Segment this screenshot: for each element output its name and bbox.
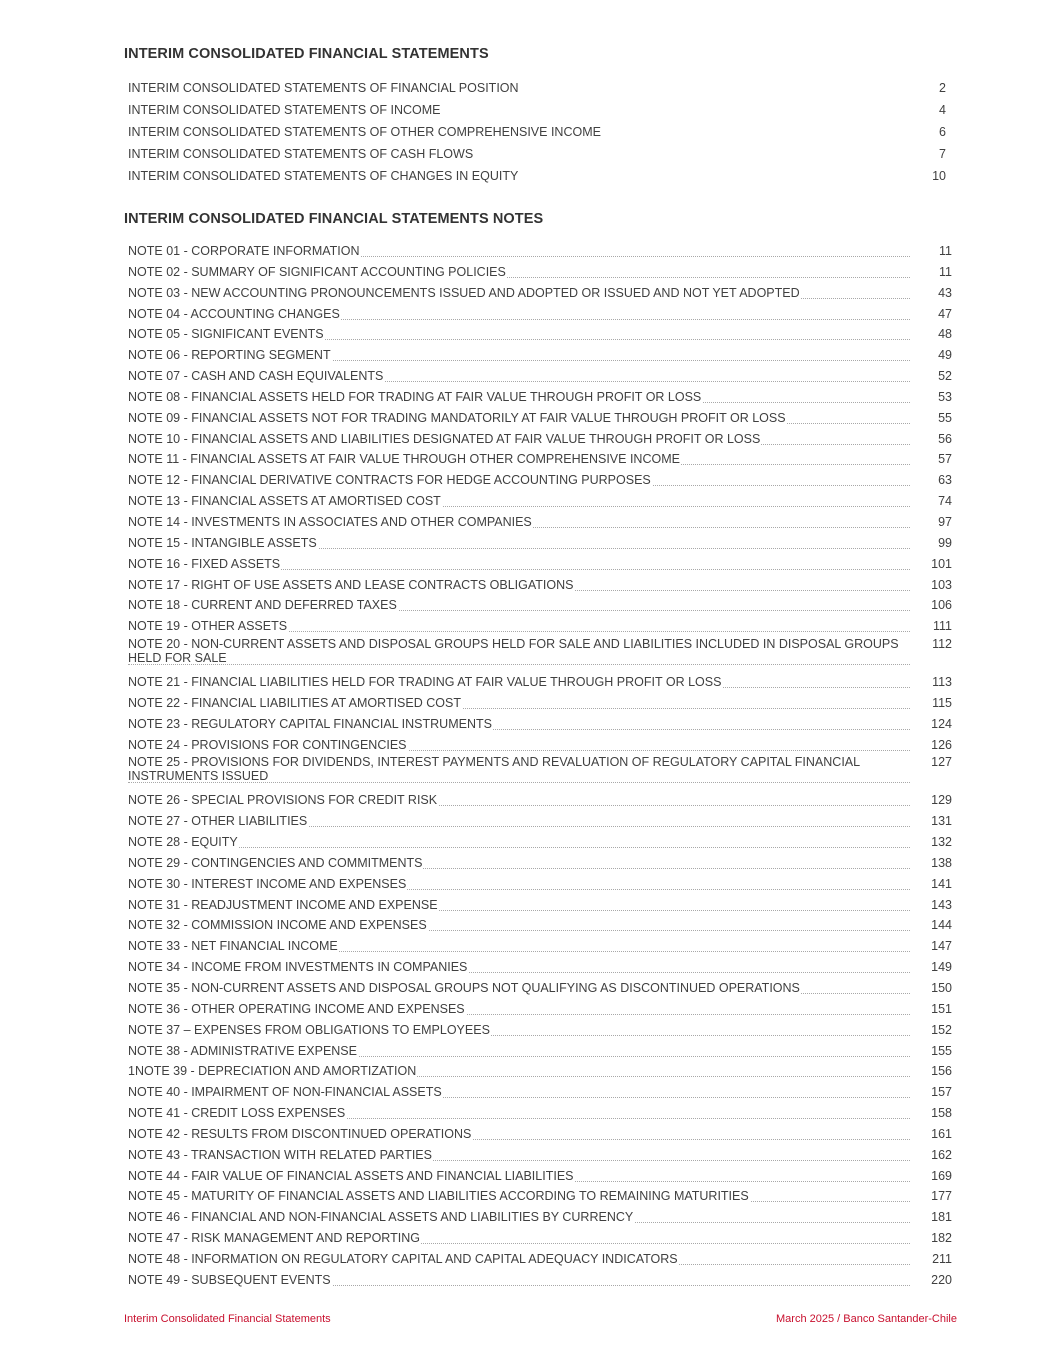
dot-leader	[128, 637, 910, 670]
toc-note-title: NOTE 42 - RESULTS FROM DISCONTINUED OPERATIONS	[128, 1126, 472, 1141]
toc-note-title: NOTE 24 - PROVISIONS FOR CONTINGENCIES	[128, 737, 407, 752]
toc-note-title: NOTE 35 - NON-CURRENT ASSETS AND DISPOSAL GROUPS NOT QUALIFYING AS DISCONTINUED OPERATIONS	[128, 981, 800, 995]
toc-note-title: NOTE 20 - NON-CURRENT ASSETS AND DISPOSAL GROUPS HELD FOR SALE AND LIABILITIES INCLUDED IN DISPOSAL GROUPS HELD FOR SALE	[128, 637, 899, 666]
toc-entry-title: INTERIM CONSOLIDATED STATEMENTS OF OTHER COMPREHENSIVE INCOME	[128, 125, 601, 139]
toc-note-page: 156	[931, 1064, 952, 1079]
toc-note-entry[interactable]	[128, 693, 952, 714]
toc-note-title: NOTE 41 - CREDIT LOSS EXPENSES	[128, 1106, 346, 1121]
toc-note-entry[interactable]	[128, 895, 952, 916]
dot-leader	[128, 491, 910, 512]
dot-leader	[128, 575, 910, 596]
dot-leader	[128, 512, 910, 533]
dot-leader	[128, 1103, 910, 1124]
dot-leader	[128, 915, 910, 936]
toc-note-title: NOTE 48 - INFORMATION ON REGULATORY CAPITAL AND CAPITAL ADEQUACY INDICATORS	[128, 1251, 678, 1266]
toc-note-entry[interactable]	[128, 978, 952, 999]
toc-note-title: NOTE 08 - FINANCIAL ASSETS HELD FOR TRADING AT FAIR VALUE THROUGH PROFIT OR LOSS	[128, 389, 702, 404]
dot-leader	[128, 714, 910, 735]
dot-leader	[128, 999, 910, 1020]
toc-note-page: 138	[931, 855, 952, 870]
toc-note-page: 113	[932, 675, 952, 690]
toc-note-page: 162	[931, 1147, 952, 1162]
dot-leader	[128, 533, 910, 554]
toc-entry[interactable]	[128, 143, 952, 165]
toc-entry-page: 2	[939, 81, 946, 95]
toc-note-title: NOTE 10 - FINANCIAL ASSETS AND LIABILITIES DESIGNATED AT FAIR VALUE THROUGH PROFIT OR LOSS	[128, 431, 761, 446]
dot-leader	[128, 366, 910, 387]
toc-note-page: 127	[931, 755, 952, 770]
dot-leader	[128, 1124, 910, 1145]
toc-note-title: NOTE 44 - FAIR VALUE OF FINANCIAL ASSETS AND FINANCIAL LIABILITIES	[128, 1168, 574, 1183]
toc-note-title: NOTE 34 - INCOME FROM INVESTMENTS IN COMPANIES	[128, 960, 468, 975]
toc-note-page: 161	[931, 1126, 952, 1141]
dot-leader	[128, 693, 910, 714]
toc-note-page: 106	[931, 598, 952, 613]
toc-note-page: 55	[938, 410, 952, 425]
toc-note-title: NOTE 40 - IMPAIRMENT OF NON-FINANCIAL ASSETS	[128, 1085, 442, 1100]
toc-note-entry[interactable]	[128, 616, 952, 637]
dot-leader	[128, 595, 910, 616]
toc-note-page: 129	[931, 793, 952, 808]
dot-leader	[128, 1228, 910, 1249]
toc-note-entry[interactable]	[128, 1020, 952, 1041]
toc-note-page: 112	[932, 637, 952, 652]
toc-note-page: 11	[939, 244, 952, 258]
toc-note-page: 177	[931, 1189, 952, 1204]
toc-note-page: 126	[931, 737, 952, 752]
toc-note-title: NOTE 27 - OTHER LIABILITIES	[128, 814, 308, 829]
dot-leader	[128, 811, 910, 832]
toc-note-entry[interactable]	[128, 554, 952, 575]
dot-leader	[128, 755, 910, 788]
dot-leader	[128, 304, 910, 325]
toc-note-entry[interactable]	[128, 832, 952, 853]
toc-note-page: 74	[938, 494, 952, 509]
toc-note-title: NOTE 11 - FINANCIAL ASSETS AT FAIR VALUE THROUGH OTHER COMPREHENSIVE INCOME	[128, 452, 680, 467]
dot-leader	[128, 1207, 910, 1228]
toc-note-title: NOTE 25 - PROVISIONS FOR DIVIDENDS, INTEREST PAYMENTS AND REVALUATION OF REGULATORY CAPITAL FINANCIAL INSTRUMENTS ISSUED	[128, 755, 860, 784]
toc-note-title: NOTE 49 - SUBSEQUENT EVENTS	[128, 1272, 331, 1287]
dot-leader	[128, 449, 910, 470]
dot-leader	[128, 1270, 910, 1291]
toc-note-title: NOTE 22 - FINANCIAL LIABILITIES AT AMORTISED COST	[128, 695, 461, 710]
toc-note-entry[interactable]	[128, 304, 952, 325]
notes-list	[128, 241, 952, 1291]
toc-note-entry[interactable]	[128, 1166, 952, 1187]
toc-note-page: 11	[939, 264, 952, 279]
dot-leader	[128, 978, 910, 999]
dot-leader	[128, 345, 910, 366]
toc-note-title: NOTE 05 - SIGNIFICANT EVENTS	[128, 327, 324, 342]
toc-note-entry[interactable]	[128, 366, 952, 387]
toc-note-entry[interactable]	[128, 1145, 952, 1166]
toc-note-title: NOTE 02 - SUMMARY OF SIGNIFICANT ACCOUNTING POLICIES	[128, 264, 506, 279]
toc-note-entry[interactable]	[128, 1061, 952, 1082]
toc-entry[interactable]	[128, 99, 952, 121]
toc-note-entry[interactable]	[128, 1207, 952, 1228]
toc-note-entry[interactable]	[128, 714, 952, 735]
toc-note-entry[interactable]	[128, 491, 952, 512]
toc-note-entry[interactable]	[128, 408, 952, 429]
toc-note-page: 152	[931, 1022, 952, 1037]
dot-leader	[128, 387, 910, 408]
toc-note-title: NOTE 36 - OTHER OPERATING INCOME AND EXPENSES	[128, 1001, 465, 1016]
dot-leader	[128, 790, 910, 811]
toc-note-page: 53	[938, 389, 952, 404]
dot-leader	[128, 554, 910, 575]
toc-note-entry[interactable]	[128, 1103, 952, 1124]
toc-note-page: 182	[931, 1231, 952, 1246]
toc-note-entry[interactable]	[128, 429, 952, 450]
toc-entry-page: 7	[939, 147, 946, 161]
toc-entry[interactable]	[128, 165, 952, 187]
toc-note-page: 211	[932, 1251, 952, 1266]
toc-note-title: NOTE 45 - MATURITY OF FINANCIAL ASSETS AND LIABILITIES ACCORDING TO REMAINING MATURITIES	[128, 1189, 749, 1204]
toc-note-title: NOTE 38 - ADMINISTRATIVE EXPENSE	[128, 1043, 357, 1058]
toc-note-title: NOTE 03 - NEW ACCOUNTING PRONOUNCEMENTS ISSUED AND ADOPTED OR ISSUED AND NOT YET ADOPTED	[128, 285, 800, 300]
toc-note-title: NOTE 23 - REGULATORY CAPITAL FINANCIAL INSTRUMENTS	[128, 716, 492, 731]
dot-leader	[128, 283, 910, 304]
dot-leader	[128, 324, 910, 345]
dot-leader	[128, 853, 910, 874]
toc-note-entry[interactable]	[128, 283, 952, 304]
toc-note-title: NOTE 15 - INTANGIBLE ASSETS	[128, 535, 317, 550]
statements-list	[128, 77, 952, 187]
toc-note-title: NOTE 43 - TRANSACTION WITH RELATED PARTIES	[128, 1147, 432, 1162]
dot-leader	[128, 429, 910, 450]
toc-note-title: NOTE 13 - FINANCIAL ASSETS AT AMORTISED COST	[128, 494, 441, 509]
toc-note-page: 169	[931, 1168, 952, 1183]
toc-note-page: 158	[931, 1106, 952, 1121]
toc-note-entry[interactable]	[128, 387, 952, 408]
dot-leader	[128, 616, 910, 637]
toc-entry-page: 6	[939, 125, 946, 139]
toc-note-title: NOTE 17 - RIGHT OF USE ASSETS AND LEASE CONTRACTS OBLIGATIONS	[128, 577, 574, 592]
toc-note-title: NOTE 21 - FINANCIAL LIABILITIES HELD FOR TRADING AT FAIR VALUE THROUGH PROFIT OR LOSS	[128, 675, 722, 690]
toc-note-entry[interactable]	[128, 999, 952, 1020]
toc-note-entry[interactable]	[128, 672, 952, 693]
toc-note-page: 143	[931, 897, 952, 912]
toc-note-title: NOTE 33 - NET FINANCIAL INCOME	[128, 939, 338, 954]
toc-note-entry[interactable]	[128, 470, 952, 491]
toc-note-title: 1NOTE 39 - DEPRECIATION AND AMORTIZATION	[128, 1064, 417, 1079]
toc-entry[interactable]	[128, 121, 952, 143]
toc-note-title: NOTE 46 - FINANCIAL AND NON-FINANCIAL ASSETS AND LIABILITIES BY CURRENCY	[128, 1210, 634, 1225]
dot-leader	[128, 262, 910, 283]
toc-note-entry[interactable]	[128, 1041, 952, 1062]
toc-note-entry[interactable]	[128, 262, 952, 283]
toc-note-page: 131	[931, 814, 952, 829]
dot-leader	[128, 936, 910, 957]
dot-leader	[128, 895, 910, 916]
toc-note-page: 56	[938, 431, 952, 446]
toc-note-page: 181	[931, 1210, 952, 1225]
toc-note-title: NOTE 37 – EXPENSES FROM OBLIGATIONS TO EMPLOYEES	[128, 1022, 490, 1037]
toc-note-page: 57	[938, 452, 952, 467]
toc-note-title: NOTE 28 - EQUITY	[128, 835, 238, 850]
toc-note-entry[interactable]	[128, 595, 952, 616]
dot-leader	[128, 408, 910, 429]
toc-note-page: 151	[931, 1001, 952, 1016]
dot-leader	[128, 874, 910, 895]
footer-date-bank: March 2025 / Banco Santander-Chile	[776, 1313, 957, 1325]
toc-note-title: NOTE 12 - FINANCIAL DERIVATIVE CONTRACTS FOR HEDGE ACCOUNTING PURPOSES	[128, 473, 651, 488]
dot-leader	[128, 1186, 910, 1207]
toc-note-page: 99	[938, 535, 952, 550]
toc-note-page: 111	[932, 619, 952, 634]
toc-note-page: 103	[931, 577, 952, 592]
dot-leader	[128, 241, 910, 262]
toc-note-entry[interactable]	[128, 533, 952, 554]
toc-note-page: 132	[931, 835, 952, 850]
toc-note-page: 97	[938, 514, 952, 529]
toc-note-page: 43	[938, 285, 952, 300]
toc-note-title: NOTE 07 - CASH AND CASH EQUIVALENTS	[128, 369, 384, 384]
toc-note-entry[interactable]	[128, 915, 952, 936]
dot-leader	[128, 957, 910, 978]
toc-note-entry[interactable]	[128, 1270, 952, 1291]
dot-leader	[128, 832, 910, 853]
toc-note-entry[interactable]	[128, 936, 952, 957]
toc-note-entry[interactable]	[128, 957, 952, 978]
toc-entry-title: INTERIM CONSOLIDATED STATEMENTS OF FINANCIAL POSITION	[128, 81, 519, 95]
toc-note-entry[interactable]	[128, 1124, 952, 1145]
toc-note-page: 150	[931, 981, 952, 995]
toc-note-page: 48	[938, 327, 952, 342]
dot-leader	[128, 1249, 910, 1270]
toc-note-entry[interactable]	[128, 1249, 952, 1270]
dot-leader	[128, 1082, 910, 1103]
toc-note-page: 157	[931, 1085, 952, 1100]
toc-note-title: NOTE 31 - READJUSTMENT INCOME AND EXPENSE	[128, 897, 438, 912]
dot-leader	[128, 1020, 910, 1041]
toc-note-title: NOTE 06 - REPORTING SEGMENT	[128, 348, 331, 363]
toc-note-title: NOTE 01 - CORPORATE INFORMATION	[128, 244, 360, 258]
toc-note-page: 101	[931, 556, 952, 571]
dot-leader	[128, 470, 910, 491]
toc-note-page: 49	[938, 348, 952, 363]
dot-leader	[128, 672, 910, 693]
toc-note-title: NOTE 14 - INVESTMENTS IN ASSOCIATES AND OTHER COMPANIES	[128, 514, 532, 529]
toc-note-page: 47	[938, 306, 952, 321]
toc-note-page: 220	[931, 1272, 952, 1287]
dot-leader	[128, 735, 910, 756]
toc-note-entry[interactable]	[128, 790, 952, 811]
toc-note-page: 115	[932, 695, 952, 710]
toc-note-title: NOTE 09 - FINANCIAL ASSETS NOT FOR TRADING MANDATORILY AT FAIR VALUE THROUGH PROFIT OR LOSS	[128, 410, 786, 425]
section-heading-notes: INTERIM CONSOLIDATED FINANCIAL STATEMENTS NOTES	[124, 211, 544, 227]
toc-note-title: NOTE 19 - OTHER ASSETS	[128, 619, 288, 634]
toc-note-title: NOTE 18 - CURRENT AND DEFERRED TAXES	[128, 598, 397, 613]
toc-note-entry[interactable]	[128, 324, 952, 345]
toc-note-entry[interactable]	[128, 449, 952, 470]
toc-note-entry[interactable]	[128, 512, 952, 533]
toc-note-page: 141	[931, 876, 952, 891]
toc-note-title: NOTE 30 - INTEREST INCOME AND EXPENSES	[128, 876, 407, 891]
toc-note-page: 124	[931, 716, 952, 731]
toc-note-page: 63	[938, 473, 952, 488]
footer-document-title: Interim Consolidated Financial Statements	[124, 1313, 331, 1325]
toc-note-entry[interactable]	[128, 1186, 952, 1207]
toc-note-title: NOTE 16 - FIXED ASSETS	[128, 556, 281, 571]
toc-note-entry[interactable]	[128, 241, 952, 262]
toc-entry[interactable]	[128, 77, 952, 99]
toc-note-entry[interactable]	[128, 755, 952, 790]
toc-note-entry[interactable]	[128, 874, 952, 895]
toc-note-title: NOTE 32 - COMMISSION INCOME AND EXPENSES	[128, 918, 427, 933]
dot-leader	[128, 1061, 910, 1082]
dot-leader	[128, 1166, 910, 1187]
toc-note-title: NOTE 29 - CONTINGENCIES AND COMMITMENTS	[128, 855, 423, 870]
toc-entry-page: 4	[939, 103, 946, 117]
toc-note-page: 144	[931, 918, 952, 933]
toc-note-entry[interactable]	[128, 811, 952, 832]
toc-note-entry[interactable]	[128, 735, 952, 756]
toc-entry-title: INTERIM CONSOLIDATED STATEMENTS OF INCOME	[128, 103, 441, 117]
toc-note-page: 155	[931, 1043, 952, 1058]
toc-note-entry[interactable]	[128, 1228, 952, 1249]
dot-leader	[128, 1145, 910, 1166]
toc-note-entry[interactable]	[128, 637, 952, 672]
toc-note-title: NOTE 04 - ACCOUNTING CHANGES	[128, 306, 340, 321]
toc-note-title: NOTE 26 - SPECIAL PROVISIONS FOR CREDIT RISK	[128, 793, 438, 808]
toc-note-page: 147	[931, 939, 952, 954]
toc-note-page: 52	[938, 369, 952, 384]
dot-leader	[128, 1041, 910, 1062]
toc-note-entry[interactable]	[128, 575, 952, 596]
toc-note-entry[interactable]	[128, 853, 952, 874]
section-heading-statements: INTERIM CONSOLIDATED FINANCIAL STATEMENTS	[124, 46, 489, 62]
toc-note-entry[interactable]	[128, 345, 952, 366]
toc-note-title: NOTE 47 - RISK MANAGEMENT AND REPORTING	[128, 1231, 420, 1246]
toc-note-page: 149	[931, 960, 952, 975]
toc-entry-title: INTERIM CONSOLIDATED STATEMENTS OF CHANGES IN EQUITY	[128, 169, 519, 183]
toc-note-entry[interactable]	[128, 1082, 952, 1103]
toc-entry-title: INTERIM CONSOLIDATED STATEMENTS OF CASH FLOWS	[128, 147, 474, 161]
toc-entry-page: 10	[932, 169, 946, 183]
